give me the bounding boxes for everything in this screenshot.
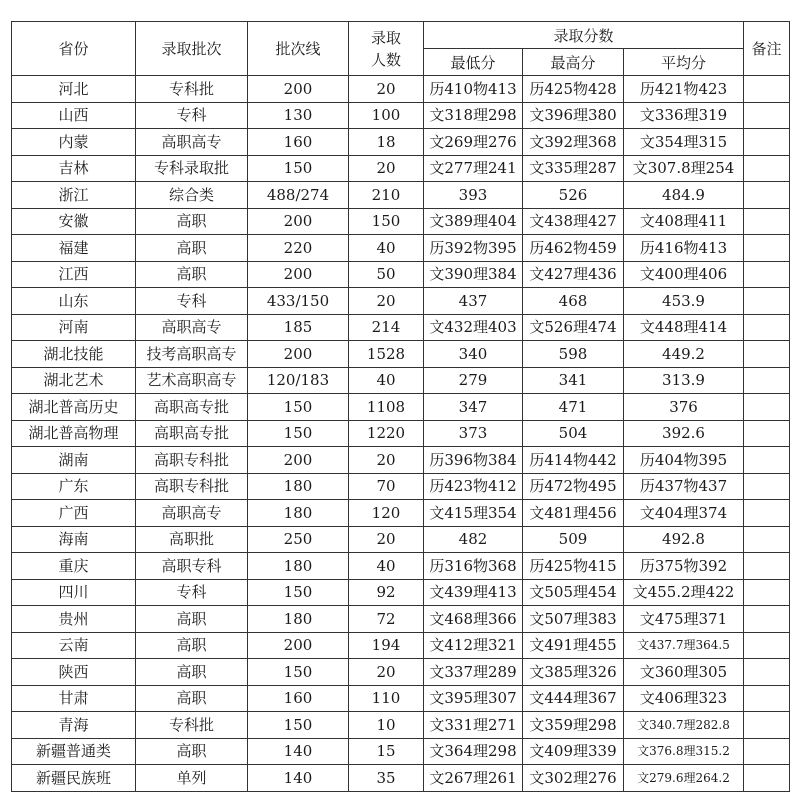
cell-min-score: 482 bbox=[424, 526, 523, 553]
cell-admitted-count: 40 bbox=[349, 367, 424, 394]
cell-min-score: 文331理271 bbox=[424, 712, 523, 739]
cell-admitted-count: 1220 bbox=[349, 420, 424, 447]
header-max-score: 最高分 bbox=[523, 49, 624, 76]
cell-remarks bbox=[744, 553, 790, 580]
cell-batch: 高职 bbox=[136, 208, 248, 235]
table-row bbox=[12, 129, 790, 156]
cell-remarks bbox=[744, 235, 790, 262]
cell-batch: 专科批 bbox=[136, 712, 248, 739]
cell-batch: 高职高专 bbox=[136, 314, 248, 341]
cell-admitted-count: 35 bbox=[349, 765, 424, 792]
cell-avg-score: 484.9 bbox=[624, 182, 744, 209]
header-admitted-line1: 录取 bbox=[370, 28, 401, 47]
cell-min-score: 文415理354 bbox=[424, 500, 523, 527]
cell-admitted-count: 214 bbox=[349, 314, 424, 341]
cell-batch-line: 120/183 bbox=[248, 367, 349, 394]
cell-province: 山西 bbox=[12, 102, 136, 129]
cell-admitted-count: 18 bbox=[349, 129, 424, 156]
cell-avg-score: 392.6 bbox=[624, 420, 744, 447]
cell-batch-line: 200 bbox=[248, 632, 349, 659]
cell-batch-line: 160 bbox=[248, 685, 349, 712]
header-batch-line: 批次线 bbox=[248, 22, 349, 76]
cell-batch-line: 185 bbox=[248, 314, 349, 341]
cell-remarks bbox=[744, 579, 790, 606]
cell-batch: 高职 bbox=[136, 235, 248, 262]
table-row bbox=[12, 579, 790, 606]
cell-province: 甘肃 bbox=[12, 685, 136, 712]
cell-admitted-count: 210 bbox=[349, 182, 424, 209]
cell-min-score: 文412理321 bbox=[424, 632, 523, 659]
cell-min-score: 历423物412 bbox=[424, 473, 523, 500]
cell-province: 四川 bbox=[12, 579, 136, 606]
cell-max-score: 526 bbox=[523, 182, 624, 209]
cell-batch: 高职高专批 bbox=[136, 394, 248, 421]
cell-avg-score: 文354理315 bbox=[624, 129, 744, 156]
cell-admitted-count: 50 bbox=[349, 261, 424, 288]
table-row bbox=[12, 632, 790, 659]
table-row bbox=[12, 685, 790, 712]
table-row bbox=[12, 182, 790, 209]
header-scores-group: 录取分数 bbox=[424, 22, 744, 49]
table-row bbox=[12, 76, 790, 103]
cell-batch: 高职 bbox=[136, 685, 248, 712]
cell-max-score: 341 bbox=[523, 367, 624, 394]
cell-min-score: 历316物368 bbox=[424, 553, 523, 580]
cell-batch-line: 200 bbox=[248, 341, 349, 368]
cell-max-score: 文359理298 bbox=[523, 712, 624, 739]
cell-batch: 高职批 bbox=[136, 526, 248, 553]
cell-batch: 艺术高职高专 bbox=[136, 367, 248, 394]
cell-max-score: 文409理339 bbox=[523, 738, 624, 765]
cell-remarks bbox=[744, 526, 790, 553]
cell-avg-score: 文404理374 bbox=[624, 500, 744, 527]
cell-batch-line: 200 bbox=[248, 447, 349, 474]
cell-max-score: 504 bbox=[523, 420, 624, 447]
cell-batch-line: 130 bbox=[248, 102, 349, 129]
table-row bbox=[12, 420, 790, 447]
cell-min-score: 文439理413 bbox=[424, 579, 523, 606]
cell-remarks bbox=[744, 659, 790, 686]
cell-admitted-count: 120 bbox=[349, 500, 424, 527]
table-body bbox=[12, 76, 790, 792]
header-province: 省份 bbox=[12, 22, 136, 76]
cell-batch-line: 150 bbox=[248, 659, 349, 686]
table-row bbox=[12, 447, 790, 474]
cell-remarks bbox=[744, 341, 790, 368]
cell-batch: 专科批 bbox=[136, 76, 248, 103]
cell-admitted-count: 100 bbox=[349, 102, 424, 129]
table-row bbox=[12, 341, 790, 368]
table-row bbox=[12, 288, 790, 315]
cell-province: 内蒙 bbox=[12, 129, 136, 156]
cell-min-score: 393 bbox=[424, 182, 523, 209]
table-row bbox=[12, 738, 790, 765]
admission-scores-document bbox=[11, 21, 790, 792]
cell-min-score: 文389理404 bbox=[424, 208, 523, 235]
cell-remarks bbox=[744, 261, 790, 288]
cell-admitted-count: 40 bbox=[349, 553, 424, 580]
cell-province: 广西 bbox=[12, 500, 136, 527]
table-row bbox=[12, 659, 790, 686]
cell-remarks bbox=[744, 182, 790, 209]
cell-max-score: 598 bbox=[523, 341, 624, 368]
header-batch: 录取批次 bbox=[136, 22, 248, 76]
cell-min-score: 文337理289 bbox=[424, 659, 523, 686]
table-row bbox=[12, 712, 790, 739]
cell-batch: 高职专科批 bbox=[136, 473, 248, 500]
cell-max-score: 文392理368 bbox=[523, 129, 624, 156]
cell-batch-line: 150 bbox=[248, 420, 349, 447]
cell-avg-score: 文400理406 bbox=[624, 261, 744, 288]
cell-province: 湖南 bbox=[12, 447, 136, 474]
cell-min-score: 437 bbox=[424, 288, 523, 315]
cell-avg-score: 文360理305 bbox=[624, 659, 744, 686]
cell-batch: 综合类 bbox=[136, 182, 248, 209]
cell-avg-score: 历437物437 bbox=[624, 473, 744, 500]
cell-max-score: 文444理367 bbox=[523, 685, 624, 712]
cell-remarks bbox=[744, 420, 790, 447]
cell-admitted-count: 20 bbox=[349, 526, 424, 553]
cell-province: 湖北艺术 bbox=[12, 367, 136, 394]
cell-avg-score: 文336理319 bbox=[624, 102, 744, 129]
cell-min-score: 347 bbox=[424, 394, 523, 421]
cell-min-score: 373 bbox=[424, 420, 523, 447]
cell-batch-line: 150 bbox=[248, 579, 349, 606]
table-row bbox=[12, 553, 790, 580]
cell-batch: 高职 bbox=[136, 606, 248, 633]
cell-batch: 专科录取批 bbox=[136, 155, 248, 182]
cell-province: 湖北技能 bbox=[12, 341, 136, 368]
table-row bbox=[12, 765, 790, 792]
cell-province: 贵州 bbox=[12, 606, 136, 633]
cell-province: 云南 bbox=[12, 632, 136, 659]
cell-remarks bbox=[744, 712, 790, 739]
cell-min-score: 文269理276 bbox=[424, 129, 523, 156]
table-row bbox=[12, 208, 790, 235]
cell-max-score: 468 bbox=[523, 288, 624, 315]
cell-batch-line: 180 bbox=[248, 606, 349, 633]
cell-min-score: 文395理307 bbox=[424, 685, 523, 712]
cell-batch-line: 488/274 bbox=[248, 182, 349, 209]
cell-admitted-count: 20 bbox=[349, 155, 424, 182]
cell-remarks bbox=[744, 102, 790, 129]
cell-province: 安徽 bbox=[12, 208, 136, 235]
cell-remarks bbox=[744, 367, 790, 394]
cell-admitted-count: 72 bbox=[349, 606, 424, 633]
cell-avg-score: 313.9 bbox=[624, 367, 744, 394]
cell-remarks bbox=[744, 632, 790, 659]
table-row bbox=[12, 155, 790, 182]
cell-remarks bbox=[744, 314, 790, 341]
cell-remarks bbox=[744, 738, 790, 765]
cell-batch-line: 150 bbox=[248, 394, 349, 421]
cell-admitted-count: 10 bbox=[349, 712, 424, 739]
header-admitted-line2: 人数 bbox=[370, 50, 401, 69]
cell-max-score: 文427理436 bbox=[523, 261, 624, 288]
table-header bbox=[12, 22, 790, 76]
cell-avg-score: 文408理411 bbox=[624, 208, 744, 235]
cell-province: 新疆普通类 bbox=[12, 738, 136, 765]
cell-min-score: 文468理366 bbox=[424, 606, 523, 633]
cell-batch-line: 140 bbox=[248, 765, 349, 792]
cell-min-score: 文318理298 bbox=[424, 102, 523, 129]
cell-avg-score: 449.2 bbox=[624, 341, 744, 368]
cell-batch: 高职 bbox=[136, 632, 248, 659]
cell-min-score: 历396物384 bbox=[424, 447, 523, 474]
cell-batch-line: 200 bbox=[248, 208, 349, 235]
cell-province: 湖北普高物理 bbox=[12, 420, 136, 447]
cell-avg-score: 文437.7理364.5 bbox=[624, 632, 744, 659]
cell-min-score: 文364理298 bbox=[424, 738, 523, 765]
cell-province: 青海 bbox=[12, 712, 136, 739]
cell-batch-line: 433/150 bbox=[248, 288, 349, 315]
cell-admitted-count: 20 bbox=[349, 659, 424, 686]
cell-max-score: 历462物459 bbox=[523, 235, 624, 262]
cell-province: 浙江 bbox=[12, 182, 136, 209]
cell-batch-line: 180 bbox=[248, 553, 349, 580]
header-min-score: 最低分 bbox=[424, 49, 523, 76]
cell-min-score: 340 bbox=[424, 341, 523, 368]
cell-max-score: 文396理380 bbox=[523, 102, 624, 129]
cell-max-score: 文385理326 bbox=[523, 659, 624, 686]
cell-avg-score: 文376.8理315.2 bbox=[624, 738, 744, 765]
cell-avg-score: 文340.7理282.8 bbox=[624, 712, 744, 739]
cell-min-score: 279 bbox=[424, 367, 523, 394]
cell-province: 河南 bbox=[12, 314, 136, 341]
cell-province: 河北 bbox=[12, 76, 136, 103]
cell-max-score: 历472物495 bbox=[523, 473, 624, 500]
cell-min-score: 文277理241 bbox=[424, 155, 523, 182]
cell-remarks bbox=[744, 500, 790, 527]
cell-avg-score: 453.9 bbox=[624, 288, 744, 315]
cell-avg-score: 历404物395 bbox=[624, 447, 744, 474]
cell-min-score: 历410物413 bbox=[424, 76, 523, 103]
cell-avg-score: 492.8 bbox=[624, 526, 744, 553]
header-remarks: 备注 bbox=[744, 22, 790, 76]
cell-batch: 专科 bbox=[136, 579, 248, 606]
table-row bbox=[12, 261, 790, 288]
table-row bbox=[12, 606, 790, 633]
cell-remarks bbox=[744, 155, 790, 182]
cell-min-score: 文267理261 bbox=[424, 765, 523, 792]
cell-avg-score: 历416物413 bbox=[624, 235, 744, 262]
cell-max-score: 471 bbox=[523, 394, 624, 421]
cell-admitted-count: 92 bbox=[349, 579, 424, 606]
cell-batch-line: 200 bbox=[248, 76, 349, 103]
cell-admitted-count: 1108 bbox=[349, 394, 424, 421]
cell-remarks bbox=[744, 685, 790, 712]
cell-batch: 高职 bbox=[136, 659, 248, 686]
cell-min-score: 历392物395 bbox=[424, 235, 523, 262]
table-row bbox=[12, 473, 790, 500]
admission-scores-table bbox=[11, 21, 790, 792]
cell-batch-line: 180 bbox=[248, 500, 349, 527]
cell-province: 福建 bbox=[12, 235, 136, 262]
header-avg-score: 平均分 bbox=[624, 49, 744, 76]
cell-batch: 专科 bbox=[136, 102, 248, 129]
cell-remarks bbox=[744, 288, 790, 315]
table-row bbox=[12, 314, 790, 341]
cell-admitted-count: 20 bbox=[349, 288, 424, 315]
cell-max-score: 文491理455 bbox=[523, 632, 624, 659]
cell-admitted-count: 40 bbox=[349, 235, 424, 262]
cell-avg-score: 文279.6理264.2 bbox=[624, 765, 744, 792]
table-row bbox=[12, 235, 790, 262]
cell-batch: 技考高职高专 bbox=[136, 341, 248, 368]
cell-batch-line: 180 bbox=[248, 473, 349, 500]
cell-remarks bbox=[744, 606, 790, 633]
cell-province: 江西 bbox=[12, 261, 136, 288]
cell-province: 陕西 bbox=[12, 659, 136, 686]
cell-batch-line: 150 bbox=[248, 155, 349, 182]
cell-remarks bbox=[744, 76, 790, 103]
cell-province: 广东 bbox=[12, 473, 136, 500]
cell-batch: 高职专科批 bbox=[136, 447, 248, 474]
cell-avg-score: 历421物423 bbox=[624, 76, 744, 103]
cell-admitted-count: 150 bbox=[349, 208, 424, 235]
cell-admitted-count: 110 bbox=[349, 685, 424, 712]
cell-remarks bbox=[744, 473, 790, 500]
cell-min-score: 文390理384 bbox=[424, 261, 523, 288]
cell-admitted-count: 70 bbox=[349, 473, 424, 500]
table-row bbox=[12, 394, 790, 421]
cell-admitted-count: 1528 bbox=[349, 341, 424, 368]
cell-max-score: 509 bbox=[523, 526, 624, 553]
cell-batch: 高职专科 bbox=[136, 553, 248, 580]
cell-max-score: 文335理287 bbox=[523, 155, 624, 182]
cell-max-score: 历425物428 bbox=[523, 76, 624, 103]
cell-max-score: 文302理276 bbox=[523, 765, 624, 792]
cell-province: 新疆民族班 bbox=[12, 765, 136, 792]
table-row bbox=[12, 526, 790, 553]
cell-avg-score: 文406理323 bbox=[624, 685, 744, 712]
cell-avg-score: 376 bbox=[624, 394, 744, 421]
cell-admitted-count: 20 bbox=[349, 447, 424, 474]
cell-batch: 专科 bbox=[136, 288, 248, 315]
table-row bbox=[12, 102, 790, 129]
cell-max-score: 文507理383 bbox=[523, 606, 624, 633]
cell-admitted-count: 20 bbox=[349, 76, 424, 103]
cell-max-score: 文481理456 bbox=[523, 500, 624, 527]
table-row bbox=[12, 500, 790, 527]
cell-avg-score: 文475理371 bbox=[624, 606, 744, 633]
cell-min-score: 文432理403 bbox=[424, 314, 523, 341]
cell-province: 湖北普高历史 bbox=[12, 394, 136, 421]
cell-max-score: 历425物415 bbox=[523, 553, 624, 580]
cell-batch: 单列 bbox=[136, 765, 248, 792]
cell-avg-score: 文448理414 bbox=[624, 314, 744, 341]
cell-province: 重庆 bbox=[12, 553, 136, 580]
cell-remarks bbox=[744, 447, 790, 474]
cell-remarks bbox=[744, 765, 790, 792]
cell-batch: 高职 bbox=[136, 738, 248, 765]
cell-max-score: 文526理474 bbox=[523, 314, 624, 341]
cell-max-score: 历414物442 bbox=[523, 447, 624, 474]
cell-batch: 高职高专批 bbox=[136, 420, 248, 447]
cell-remarks bbox=[744, 208, 790, 235]
cell-batch-line: 220 bbox=[248, 235, 349, 262]
cell-max-score: 文438理427 bbox=[523, 208, 624, 235]
cell-batch-line: 150 bbox=[248, 712, 349, 739]
cell-max-score: 文505理454 bbox=[523, 579, 624, 606]
cell-avg-score: 文455.2理422 bbox=[624, 579, 744, 606]
cell-batch: 高职高专 bbox=[136, 500, 248, 527]
cell-admitted-count: 194 bbox=[349, 632, 424, 659]
cell-remarks bbox=[744, 394, 790, 421]
cell-batch: 高职 bbox=[136, 261, 248, 288]
table-row bbox=[12, 367, 790, 394]
header-admitted-count bbox=[349, 22, 424, 76]
cell-batch-line: 160 bbox=[248, 129, 349, 156]
cell-batch-line: 140 bbox=[248, 738, 349, 765]
cell-admitted-count: 15 bbox=[349, 738, 424, 765]
cell-province: 吉林 bbox=[12, 155, 136, 182]
cell-avg-score: 文307.8理254 bbox=[624, 155, 744, 182]
cell-batch-line: 250 bbox=[248, 526, 349, 553]
cell-batch: 高职高专 bbox=[136, 129, 248, 156]
cell-batch-line: 200 bbox=[248, 261, 349, 288]
cell-avg-score: 历375物392 bbox=[624, 553, 744, 580]
cell-province: 山东 bbox=[12, 288, 136, 315]
cell-remarks bbox=[744, 129, 790, 156]
cell-province: 海南 bbox=[12, 526, 136, 553]
